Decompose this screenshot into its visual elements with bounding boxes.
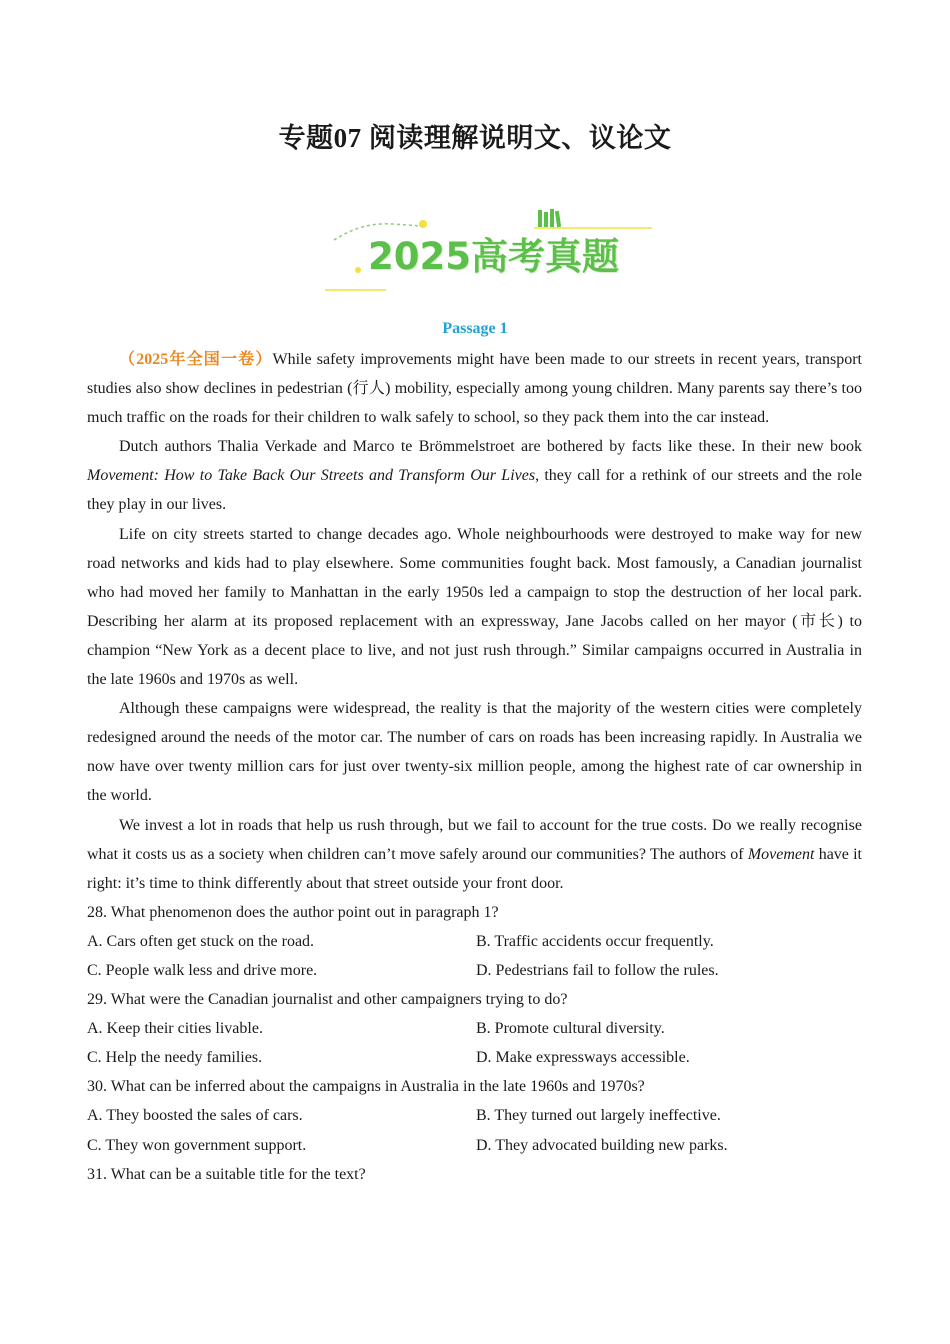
option-a: A. Keep their cities livable.: [87, 1020, 263, 1038]
question-28: 28. What phenomenon does the author point out in paragraph 1?: [87, 903, 499, 921]
yellow-dot-small: [355, 267, 361, 273]
book-title: Movement: How to Take Back Our Streets and Transform Our Lives: [87, 467, 536, 485]
book-title-short: Movement: [747, 845, 815, 863]
option-a: A. They boosted the sales of cars.: [87, 1107, 303, 1125]
section-banner: [322, 200, 656, 296]
option-d: D. They advocated building new parks.: [476, 1136, 728, 1154]
passage-label: Passage 1: [442, 320, 508, 337]
options-row: [87, 1131, 862, 1160]
passage-body: [87, 345, 862, 1189]
question-29: 29. What were the Canadian journalist and other campaigners trying to do?: [87, 991, 568, 1009]
option-c: C. Help the needy families.: [87, 1049, 263, 1067]
options-row: [87, 1014, 862, 1043]
paragraph-2: Dutch authors Thalia Verkade and Marco te Brömmelstroet are bothered by facts like these. In their new book Movement: How to Take Back Our Streets and Transform Our Lives, they call for a rethink of our streets and the role they play in our lives.: [87, 438, 862, 514]
option-b: B. Promote cultural diversity.: [476, 1020, 665, 1038]
banner-title: 2025高考真题: [368, 235, 619, 278]
page-title: 专题07 阅读理解说明文、议论文: [278, 123, 672, 153]
source-tag: （2025年全国一卷）: [119, 351, 273, 368]
paragraph-3: Life on city streets started to change decades ago. Whole neighbourhoods were destroyed to make way for new road networks and kids had to play elsewhere. Some communities fought back. Most famously, a Canadian journalist who had moved her family to Manhattan in the early 1950s led a campaign to stop the destruction of her local park. Describing her alarm at its proposed replacement with an expressway, Jane Jacobs called on her mayor (市长) to champion “New York as a decent place to live, and not just rush through.” Similar campaigns occurred in Australia in the late 1960s and 1970s as well.: [87, 525, 862, 689]
options-row: [87, 927, 862, 956]
option-c: C. People walk less and drive more.: [87, 961, 318, 979]
option-d: D. Make expressways accessible.: [476, 1049, 690, 1067]
options-row: [87, 1101, 862, 1130]
paragraph-1: （2025年全国一卷）While safety improvements might have been made to our streets in recent years, transport studies also show declines in pedestrian (行人) mobility, especially among young children. Many parents say there’s too much traffic on the roads for their children to walk safely to school, so they pack them into the car instead.: [87, 351, 862, 427]
question-30: 30. What can be inferred about the campaigns in Australia in the late 1960s and 1970s?: [87, 1078, 645, 1096]
question-31: 31. What can be a suitable title for the text?: [87, 1165, 366, 1183]
option-b: B. They turned out largely ineffective.: [476, 1107, 721, 1125]
option-c: C. They won government support.: [87, 1136, 307, 1154]
paragraph-5: We invest a lot in roads that help us rush through, but we fail to account for the true costs. Do we really recognise what it costs us as a society when children can’t move safely around our communities? The authors of Movement have it right: it’s time to think differently about that street outside your front door.: [87, 816, 863, 892]
option-b: B. Traffic accidents occur frequently.: [476, 932, 714, 950]
option-a: A. Cars often get stuck on the road.: [87, 932, 315, 950]
option-d: D. Pedestrians fail to follow the rules.: [476, 961, 719, 979]
paragraph-4: Although these campaigns were widespread, the reality is that the majority of the western cities were completely redesigned around the needs of the motor car. The number of cars on roads has been increasing rapidly. In Australia we now have over twenty million cars for just over twenty-six million people, among the highest rate of car ownership in the world.: [87, 700, 862, 805]
books-icon: [538, 209, 561, 227]
options-row: [87, 1043, 862, 1072]
options-row: [87, 956, 862, 985]
